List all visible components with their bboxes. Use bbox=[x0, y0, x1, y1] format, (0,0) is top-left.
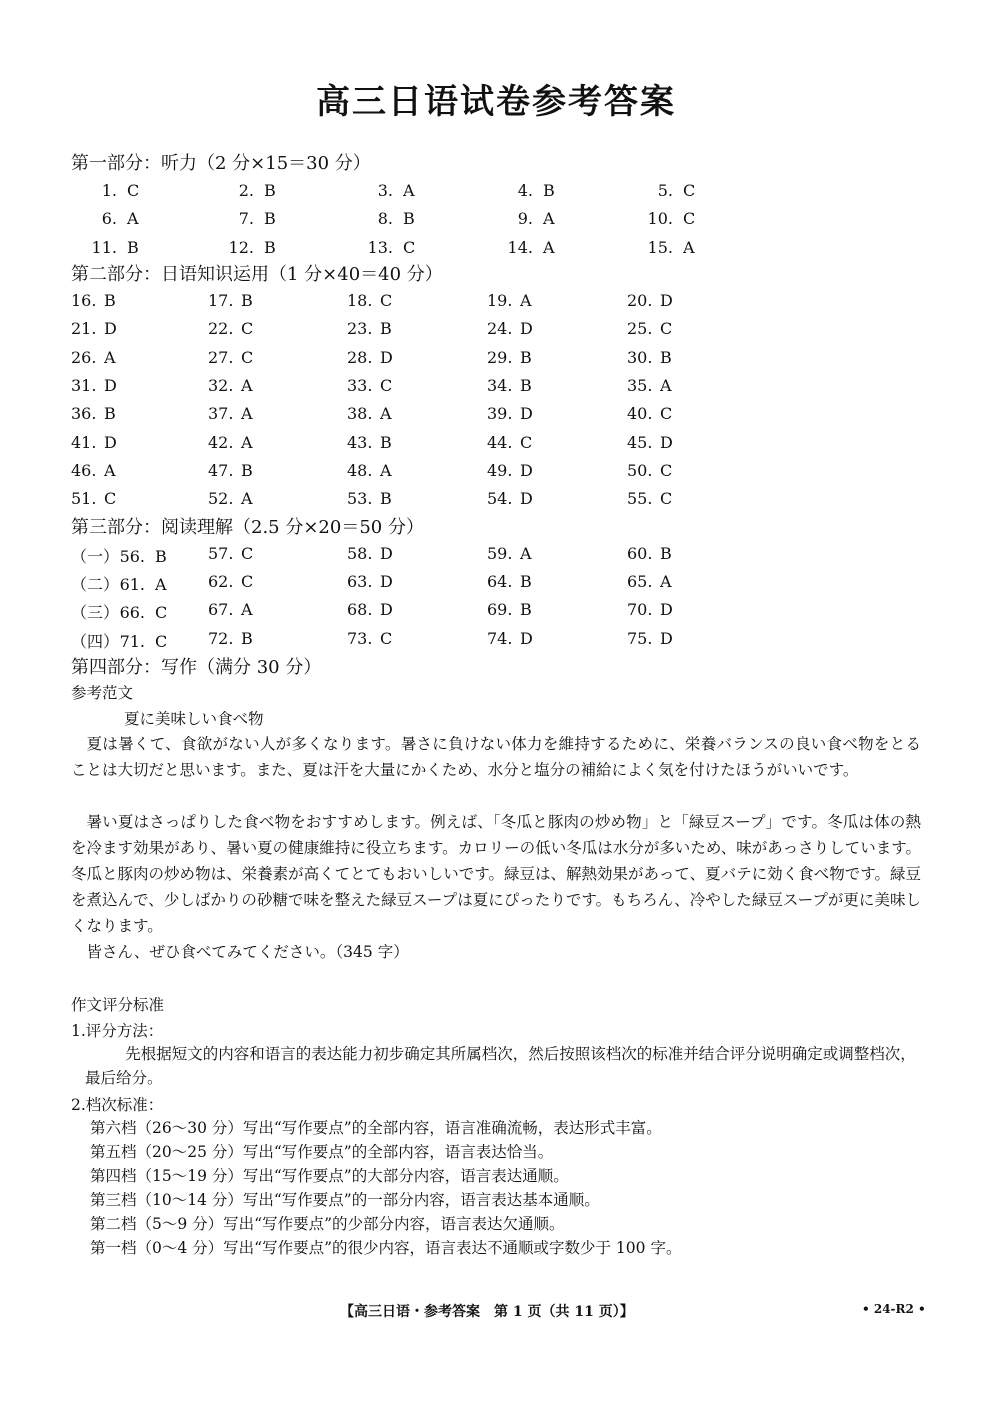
answer-row bbox=[0, 544, 992, 568]
question-number: 2. bbox=[238, 181, 254, 200]
question-number: 31. bbox=[71, 376, 97, 395]
question-number: 66. bbox=[119, 603, 146, 622]
answer-letter: C bbox=[241, 544, 254, 563]
answer-letter: D bbox=[520, 404, 533, 423]
answer-item bbox=[627, 489, 672, 508]
answer-letter: A bbox=[520, 544, 532, 563]
answer-letter: C bbox=[403, 238, 416, 257]
answer-letter: B bbox=[403, 209, 415, 228]
answer-item bbox=[208, 209, 276, 228]
question-number: 56. bbox=[119, 547, 146, 566]
question-number: 10. bbox=[647, 209, 673, 228]
answer-item bbox=[208, 433, 253, 452]
answer-row bbox=[0, 181, 992, 205]
answer-item bbox=[208, 291, 253, 310]
answer-letter: A bbox=[241, 489, 253, 508]
question-number: 58. bbox=[347, 544, 373, 563]
answer-item bbox=[71, 433, 117, 452]
answer-letter: B bbox=[520, 572, 532, 591]
answer-letter: D bbox=[104, 433, 117, 452]
question-number: 8. bbox=[377, 209, 393, 228]
answer-item bbox=[71, 209, 139, 228]
question-number: 68. bbox=[347, 600, 373, 619]
section-heading-knowledge: 第二部分：日语知识运用（1 分×40＝40 分） bbox=[71, 264, 443, 285]
answer-item bbox=[71, 489, 116, 508]
question-number: 63. bbox=[347, 572, 373, 591]
answer-item bbox=[487, 629, 533, 648]
answer-item bbox=[71, 629, 167, 652]
question-number: 17. bbox=[208, 291, 234, 310]
answer-letter: C bbox=[520, 433, 533, 452]
question-number: 23. bbox=[347, 319, 373, 338]
grading-level: 第一档（0～4 分）写出“写作要点”的很少内容，语言表达不通顺或字数少于 100 字。 bbox=[90, 1239, 682, 1257]
question-number: 24. bbox=[487, 319, 513, 338]
answer-item bbox=[487, 461, 533, 480]
answer-item bbox=[71, 404, 116, 423]
answer-letter: B bbox=[380, 489, 392, 508]
question-number: 38. bbox=[347, 404, 373, 423]
answer-item bbox=[208, 489, 253, 508]
question-number: 40. bbox=[627, 404, 653, 423]
answer-row bbox=[0, 376, 992, 400]
question-number: 1. bbox=[101, 181, 117, 200]
answer-item bbox=[208, 404, 253, 423]
answer-letter: B bbox=[380, 433, 392, 452]
page-title: 高三日语试卷参考答案 bbox=[316, 82, 676, 122]
answer-item bbox=[627, 404, 672, 423]
answer-item bbox=[627, 348, 672, 367]
answer-item bbox=[627, 209, 695, 228]
answer-row bbox=[0, 238, 992, 262]
question-number: 41. bbox=[71, 433, 97, 452]
answer-item bbox=[627, 319, 672, 338]
answer-item bbox=[627, 238, 695, 257]
answer-item bbox=[487, 600, 532, 619]
question-number: 45. bbox=[627, 433, 653, 452]
answer-item bbox=[208, 461, 253, 480]
answer-item bbox=[487, 433, 532, 452]
answer-item bbox=[71, 291, 116, 310]
exam-code: • 24-R2 • bbox=[862, 1302, 926, 1316]
answer-item bbox=[347, 629, 392, 648]
question-number: 44. bbox=[487, 433, 513, 452]
answer-letter: A bbox=[683, 238, 695, 257]
answer-letter: A bbox=[241, 404, 253, 423]
answer-item bbox=[71, 600, 167, 623]
answer-letter: D bbox=[520, 319, 533, 338]
question-number: 73. bbox=[347, 629, 373, 648]
answer-letter: B bbox=[241, 629, 253, 648]
question-number: 49. bbox=[487, 461, 513, 480]
grading-level: 第五档（20～25 分）写出“写作要点”的全部内容，语言表达恰当。 bbox=[90, 1143, 554, 1161]
answer-row bbox=[0, 404, 992, 428]
answer-letter: C bbox=[660, 319, 673, 338]
grading-level: 第六档（26～30 分）写出“写作要点”的全部内容，语言准确流畅，表达形式丰富。 bbox=[90, 1119, 662, 1137]
question-number: 33. bbox=[347, 376, 373, 395]
answer-item bbox=[71, 376, 117, 395]
answer-row bbox=[0, 291, 992, 315]
grading-levels-label: 2.档次标准： bbox=[71, 1096, 164, 1114]
question-number: 60. bbox=[627, 544, 653, 563]
question-number: 74. bbox=[487, 629, 513, 648]
answer-letter: A bbox=[155, 575, 167, 594]
question-number: 35. bbox=[627, 376, 653, 395]
answer-letter: D bbox=[520, 629, 533, 648]
answer-letter: C bbox=[241, 319, 254, 338]
answer-letter: D bbox=[660, 629, 673, 648]
question-number: 14. bbox=[507, 238, 533, 257]
answer-item bbox=[347, 181, 415, 200]
answer-letter: D bbox=[660, 433, 673, 452]
grading-level: 第三档（10～14 分）写出“写作要点”的一部分内容，语言表达基本通顺。 bbox=[90, 1191, 600, 1209]
question-number: 36. bbox=[71, 404, 97, 423]
answer-letter: A bbox=[104, 461, 116, 480]
answer-item bbox=[347, 544, 393, 563]
answer-item bbox=[487, 348, 532, 367]
answer-item bbox=[208, 376, 253, 395]
question-number: 25. bbox=[627, 319, 653, 338]
answer-letter: C bbox=[241, 348, 254, 367]
answer-row bbox=[0, 461, 992, 485]
answer-item bbox=[487, 181, 555, 200]
answer-letter: C bbox=[127, 181, 140, 200]
answer-item bbox=[208, 319, 253, 338]
grading-level: 第四档（15～19 分）写出“写作要点”的大部分内容，语言表达通顺。 bbox=[90, 1167, 569, 1185]
answer-item bbox=[347, 433, 392, 452]
answer-item bbox=[627, 629, 673, 648]
answer-letter: A bbox=[380, 404, 392, 423]
question-number: 28. bbox=[347, 348, 373, 367]
answer-row bbox=[0, 629, 992, 653]
answer-letter: B bbox=[520, 600, 532, 619]
answer-item bbox=[347, 404, 392, 423]
answer-letter: B bbox=[264, 209, 276, 228]
answer-item bbox=[347, 348, 393, 367]
answer-letter: C bbox=[683, 181, 696, 200]
answer-letter: A bbox=[520, 291, 532, 310]
answer-item bbox=[71, 544, 167, 567]
answer-letter: D bbox=[380, 600, 393, 619]
question-number: 59. bbox=[487, 544, 513, 563]
group-prefix: （一） bbox=[71, 547, 120, 566]
question-number: 34. bbox=[487, 376, 513, 395]
answer-item bbox=[71, 461, 116, 480]
question-number: 16. bbox=[71, 291, 97, 310]
question-number: 7. bbox=[238, 209, 254, 228]
answer-letter: B bbox=[104, 404, 116, 423]
answer-item bbox=[347, 489, 392, 508]
section-heading-listening: 第一部分：听力（2 分×15＝30 分） bbox=[71, 153, 371, 174]
answer-letter: B bbox=[380, 319, 392, 338]
answer-row bbox=[0, 572, 992, 596]
section-heading-reading: 第三部分：阅读理解（2.5 分×20＝50 分） bbox=[71, 517, 424, 538]
answer-item bbox=[208, 238, 276, 257]
question-number: 55. bbox=[627, 489, 653, 508]
question-number: 30. bbox=[627, 348, 653, 367]
answer-item bbox=[347, 238, 415, 257]
question-number: 19. bbox=[487, 291, 513, 310]
answer-item bbox=[487, 572, 532, 591]
question-number: 52. bbox=[208, 489, 234, 508]
answer-letter: A bbox=[403, 181, 415, 200]
answer-letter: A bbox=[660, 572, 672, 591]
answer-letter: D bbox=[520, 489, 533, 508]
question-number: 51. bbox=[71, 489, 97, 508]
answer-letter: A bbox=[127, 209, 139, 228]
answer-item bbox=[71, 319, 117, 338]
answer-letter: D bbox=[104, 376, 117, 395]
question-number: 53. bbox=[347, 489, 373, 508]
answer-item bbox=[627, 544, 672, 563]
question-number: 65. bbox=[627, 572, 653, 591]
question-number: 57. bbox=[208, 544, 234, 563]
answer-item bbox=[487, 376, 532, 395]
answer-letter: B bbox=[127, 238, 139, 257]
answer-row bbox=[0, 489, 992, 513]
answer-letter: A bbox=[241, 376, 253, 395]
answer-letter: A bbox=[241, 600, 253, 619]
answer-row bbox=[0, 209, 992, 233]
answer-letter: C bbox=[683, 209, 696, 228]
answer-item bbox=[487, 489, 533, 508]
question-number: 70. bbox=[627, 600, 653, 619]
question-number: 69. bbox=[487, 600, 513, 619]
question-number: 32. bbox=[208, 376, 234, 395]
answer-item bbox=[347, 209, 415, 228]
essay-paragraph: 皆さん、ぜひ食べてみてください。（345 字） bbox=[86, 943, 409, 961]
answer-letter: C bbox=[380, 291, 393, 310]
question-number: 48. bbox=[347, 461, 373, 480]
question-number: 21. bbox=[71, 319, 97, 338]
answer-letter: B bbox=[264, 238, 276, 257]
answer-letter: B bbox=[264, 181, 276, 200]
answer-row bbox=[0, 319, 992, 343]
question-number: 22. bbox=[208, 319, 234, 338]
answer-letter: A bbox=[241, 433, 253, 452]
answer-letter: B bbox=[520, 348, 532, 367]
question-number: 3. bbox=[377, 181, 393, 200]
grading-method-text: 先根据短文的内容和语言的表达能力初步确定其所属档次，然后按照该档次的标准并结合评分说明确定或调整档次，最后给分。 bbox=[85, 1045, 916, 1087]
answer-letter: D bbox=[660, 600, 673, 619]
answer-item bbox=[627, 600, 673, 619]
question-number: 47. bbox=[208, 461, 234, 480]
answer-letter: D bbox=[104, 319, 117, 338]
question-number: 20. bbox=[627, 291, 653, 310]
question-number: 62. bbox=[208, 572, 234, 591]
answer-letter: C bbox=[380, 629, 393, 648]
answer-letter: D bbox=[380, 572, 393, 591]
answer-letter: D bbox=[380, 348, 393, 367]
answer-item bbox=[71, 181, 139, 200]
answer-item bbox=[627, 376, 672, 395]
answer-letter: A bbox=[380, 461, 392, 480]
answer-item bbox=[208, 572, 253, 591]
answer-item bbox=[208, 544, 253, 563]
answer-letter: B bbox=[660, 348, 672, 367]
answer-item bbox=[208, 348, 253, 367]
answer-letter: B bbox=[241, 461, 253, 480]
answer-letter: C bbox=[380, 376, 393, 395]
question-number: 18. bbox=[347, 291, 373, 310]
question-number: 50. bbox=[627, 461, 653, 480]
answer-item bbox=[208, 629, 253, 648]
answer-item bbox=[347, 461, 392, 480]
answer-item bbox=[347, 319, 392, 338]
group-prefix: （二） bbox=[71, 575, 120, 594]
answer-letter: A bbox=[104, 348, 116, 367]
answer-letter: B bbox=[543, 181, 555, 200]
question-number: 15. bbox=[647, 238, 673, 257]
answer-item bbox=[347, 291, 392, 310]
question-number: 12. bbox=[228, 238, 254, 257]
grading-level: 第二档（5～9 分）写出“写作要点”的少部分内容，语言表达欠通顺。 bbox=[90, 1215, 565, 1233]
question-number: 26. bbox=[71, 348, 97, 367]
answer-item bbox=[487, 404, 533, 423]
answer-letter: B bbox=[104, 291, 116, 310]
question-number: 29. bbox=[487, 348, 513, 367]
grading-heading: 作文评分标准 bbox=[71, 996, 165, 1014]
question-number: 37. bbox=[208, 404, 234, 423]
answer-item bbox=[627, 433, 673, 452]
answer-row bbox=[0, 600, 992, 624]
section-heading-writing: 第四部分：写作（满分 30 分） bbox=[71, 657, 322, 678]
question-number: 67. bbox=[208, 600, 234, 619]
page-footer: 【高三日语・参考答案 第 1 页（共 11 页）】 bbox=[340, 1304, 634, 1320]
answer-letter: B bbox=[520, 376, 532, 395]
answer-item bbox=[627, 572, 672, 591]
answer-letter: D bbox=[660, 291, 673, 310]
question-number: 54. bbox=[487, 489, 513, 508]
answer-item bbox=[347, 376, 392, 395]
group-prefix: （四） bbox=[71, 632, 120, 651]
answer-letter: C bbox=[660, 461, 673, 480]
answer-letter: B bbox=[155, 547, 167, 566]
group-prefix: （三） bbox=[71, 603, 120, 622]
answer-letter: C bbox=[155, 632, 168, 651]
answer-letter: B bbox=[660, 544, 672, 563]
question-number: 27. bbox=[208, 348, 234, 367]
answer-letter: C bbox=[155, 603, 168, 622]
answer-item bbox=[627, 181, 695, 200]
question-number: 46. bbox=[71, 461, 97, 480]
essay-paragraph: 夏は暑くて、食欲がない人が多くなります。暑さに負けない体力を維持するために、栄養バランスの良い食べ物をとることは大切だと思います。また、夏は汗を大量にかくため、水分と塩分の補給によく気を付けたほうがいいです。 bbox=[71, 735, 921, 779]
answer-item bbox=[347, 600, 393, 619]
question-number: 43. bbox=[347, 433, 373, 452]
answer-item bbox=[487, 209, 555, 228]
essay-label: 参考范文 bbox=[71, 684, 134, 702]
question-number: 5. bbox=[657, 181, 673, 200]
answer-letter: C bbox=[241, 572, 254, 591]
question-number: 42. bbox=[208, 433, 234, 452]
answer-item bbox=[487, 319, 533, 338]
question-number: 13. bbox=[367, 238, 393, 257]
grading-method-label: 1.评分方法： bbox=[71, 1022, 164, 1040]
question-number: 71. bbox=[119, 632, 146, 651]
essay-title: 夏に美味しい食べ物 bbox=[124, 710, 264, 728]
answer-item bbox=[71, 348, 116, 367]
answer-item bbox=[487, 238, 555, 257]
answer-letter: A bbox=[660, 376, 672, 395]
question-number: 9. bbox=[517, 209, 533, 228]
essay-paragraph: 暑い夏はさっぱりした食べ物をおすすめします。例えば、「冬瓜と豚肉の炒め物」と「緑豆スープ」です。冬瓜は体の熱を冷ます効果があり、暑い夏の健康維持に役立ちます。カロリーの低い冬瓜は水分が多いため、味があっさりしています。冬瓜と豚肉の炒め物は、栄養素が高くてとてもおいしいです。緑豆は、解熱効果があって、夏バテに効く食べ物です。緑豆を煮込んで、少しばかりの砂糖で味を整えた緑豆スープは夏にぴったりです。もちろん、冷やした緑豆スープが更に美味しくなります。 bbox=[71, 813, 921, 935]
answer-item bbox=[627, 461, 672, 480]
answer-letter: C bbox=[660, 489, 673, 508]
question-number: 64. bbox=[487, 572, 513, 591]
answer-letter: A bbox=[543, 238, 555, 257]
answer-item bbox=[487, 544, 532, 563]
answer-item bbox=[71, 572, 167, 595]
answer-letter: C bbox=[660, 404, 673, 423]
answer-item bbox=[627, 291, 673, 310]
answer-item bbox=[71, 238, 139, 257]
answer-letter: B bbox=[241, 291, 253, 310]
answer-letter: D bbox=[380, 544, 393, 563]
answer-letter: A bbox=[543, 209, 555, 228]
answer-item bbox=[208, 600, 253, 619]
answer-item bbox=[208, 181, 276, 200]
question-number: 6. bbox=[101, 209, 117, 228]
question-number: 11. bbox=[91, 238, 117, 257]
question-number: 72. bbox=[208, 629, 234, 648]
answer-letter: D bbox=[520, 461, 533, 480]
answer-item bbox=[347, 572, 393, 591]
answer-letter: C bbox=[104, 489, 117, 508]
answer-row bbox=[0, 433, 992, 457]
question-number: 61. bbox=[119, 575, 146, 594]
question-number: 75. bbox=[627, 629, 653, 648]
question-number: 39. bbox=[487, 404, 513, 423]
answer-row bbox=[0, 348, 992, 372]
answer-item bbox=[487, 291, 532, 310]
question-number: 4. bbox=[517, 181, 533, 200]
